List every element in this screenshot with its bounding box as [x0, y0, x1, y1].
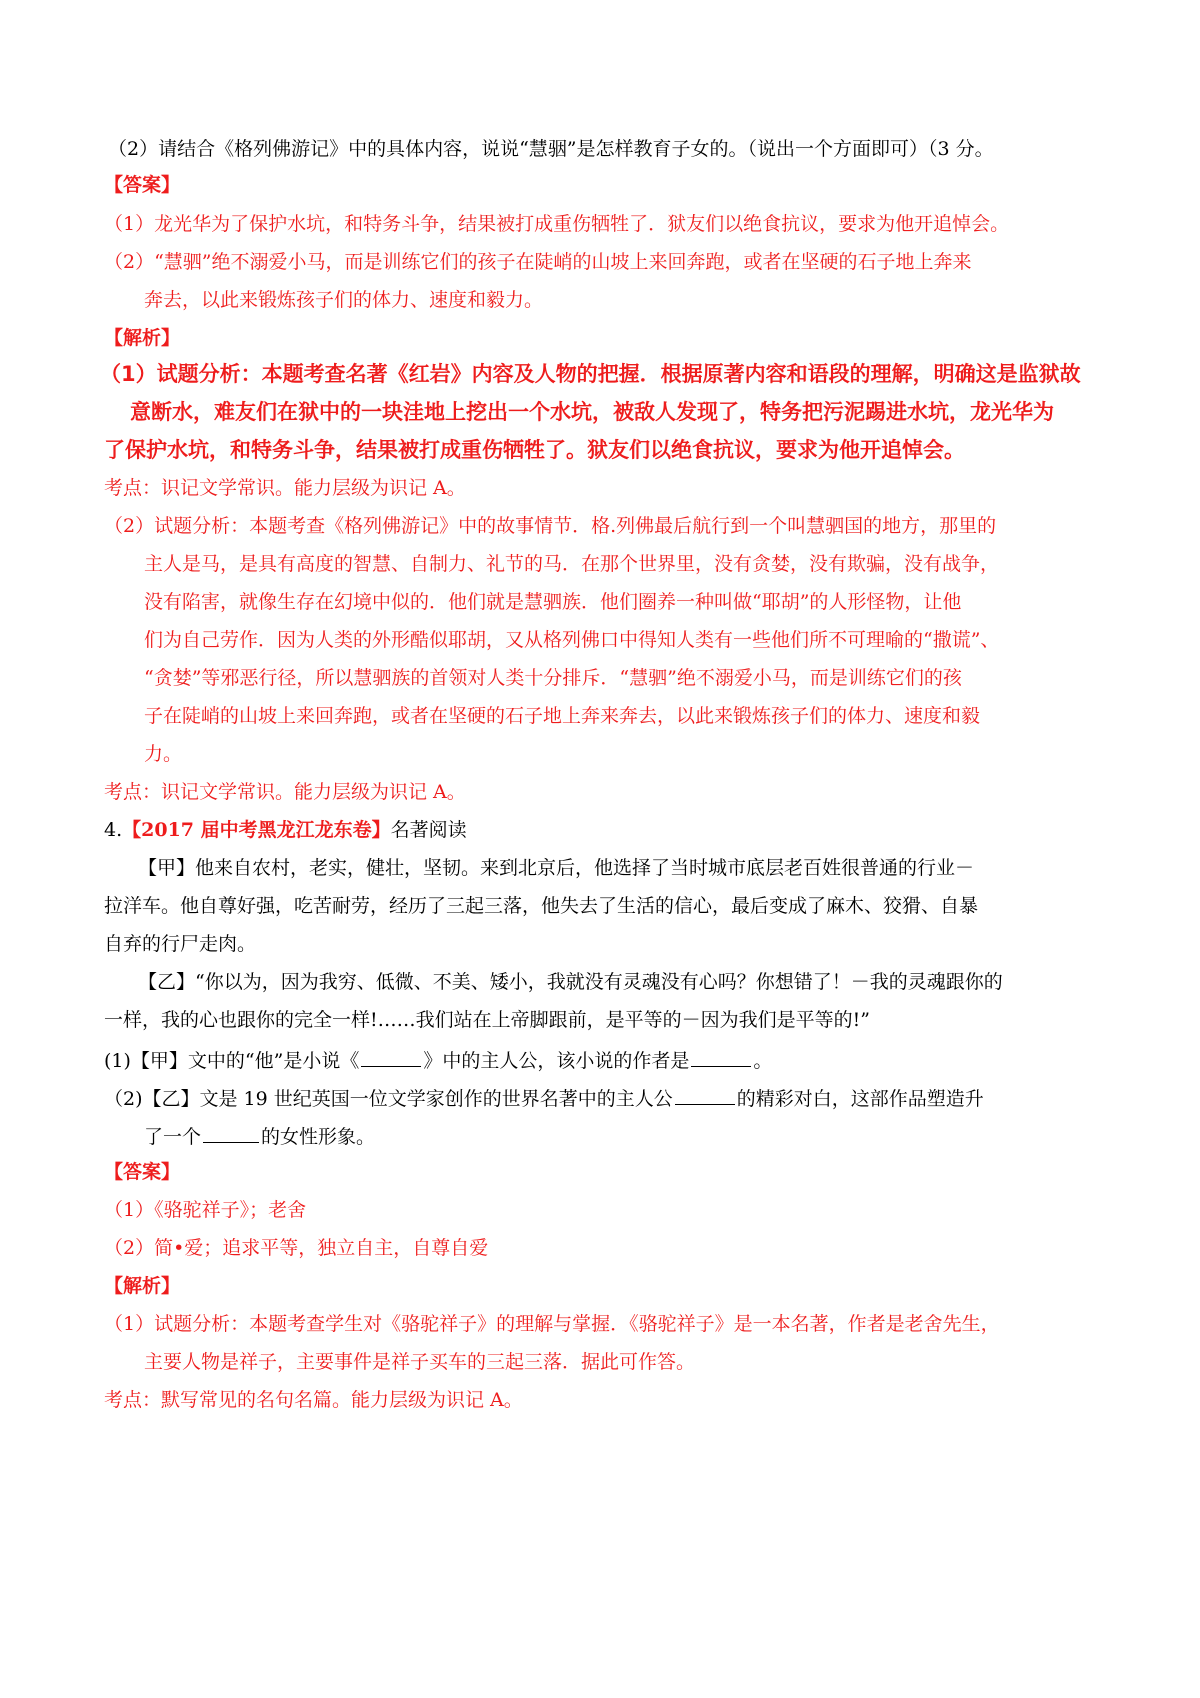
analysis-line: 主人是马，是具有高度的智慧、自制力、礼节的马．在那个世界里，没有贪婪，没有欺骗，没有战争， [144, 553, 1000, 575]
question-text: （2)【乙】文是 19 世纪英国一位文学家创作的世界名著中的主人公 [104, 1088, 673, 1110]
analysis-line: （2）试题分析：本题考查《格列佛游记》中的故事情节．格.列佛最后航行到一个叫慧驷国的地方，那里的 [104, 515, 997, 537]
analysis-line: 意断水，难友们在狱中的一块洼地上挖出一个水坑，被敌人发现了，特务把污泥踢进水坑，龙光华为 [130, 400, 1054, 424]
analysis-line: （1）试题分析：本题考查学生对《骆驼祥子》的理解与掌握．《骆驼祥子》是一本名著，作者是老舍先生， [104, 1313, 1000, 1335]
answer-heading: 【答案】 [104, 174, 181, 196]
kaodian: 考点：默写常见的名句名篇。能力层级为识记 A。 [104, 1389, 523, 1411]
kaodian: 考点：识记文学常识。能力层级为识记 A。 [104, 781, 466, 803]
passage-jia: 自弃的行尸走肉。 [104, 933, 257, 955]
passage-yi: 一样，我的心也跟你的完全一样!……我们站在上帝脚跟前，是平等的－因为我们是平等的!” [104, 1009, 870, 1031]
analysis-line: 了保护水坑，和特务斗争，结果被打成重伤牺牲了。狱友们以绝食抗议，要求为他开追悼会。 [104, 438, 965, 462]
analysis-line: 力。 [144, 743, 183, 765]
question-4-part-1 [104, 1046, 772, 1073]
answer-line: （2）简•爱；追求平等，独立自主，自尊自爱 [104, 1237, 489, 1259]
passage-jia: 拉洋车。他自尊好强，吃苦耐劳，经历了三起三落，他失去了生活的信心，最后变成了麻木、狡猾、自暴 [104, 895, 979, 917]
analysis-heading: 【解析】 [104, 327, 181, 349]
answer-blank [675, 1084, 735, 1105]
question-4-part-2 [144, 1122, 375, 1149]
question-number: 4. [104, 819, 123, 841]
question-source: 【2017 届中考黑龙江龙东卷】 [122, 819, 391, 841]
question-text: 。 [753, 1050, 773, 1072]
analysis-line: 子在陡峭的山坡上来回奔跑，或者在坚硬的石子地上奔来奔去，以此来锻炼孩子们的体力、速度和毅 [144, 705, 981, 727]
answer-line: 奔去，以此来锻炼孩子们的体力、速度和毅力。 [144, 289, 544, 311]
question-title: 名著阅读 [390, 819, 467, 841]
answer-line: （1）龙光华为了保护水坑，和特务斗争，结果被打成重伤牺牲了．狱友们以绝食抗议，要求为他开追悼会。 [104, 213, 1010, 235]
analysis-line: （1）试题分析：本题考查名著《红岩》内容及人物的把握．根据原著内容和语段的理解，明确这是监狱故 [100, 362, 1081, 386]
analysis-heading: 【解析】 [104, 1275, 181, 1297]
analysis-line: 们为自己劳作．因为人类的外形酷似耶胡，又从格列佛口中得知人类有一些他们所不可理喻的“撒谎”、 [144, 629, 1000, 651]
question-4-part-2 [104, 1084, 984, 1111]
question-text: 》中的主人公，该小说的作者是 [423, 1050, 690, 1072]
question-4-header [104, 818, 467, 842]
answer-line: （1）《骆驼祥子》；老舍 [104, 1199, 307, 1221]
answer-blank [691, 1046, 751, 1067]
passage-jia: 【甲】他来自农村，老实，健壮，坚韧。来到北京后，他选择了当时城市底层老百姓很普通的行业－ [138, 857, 975, 879]
analysis-line: 主要人物是祥子，主要事件是祥子买车的三起三落．据此可作答。 [144, 1351, 696, 1373]
question-3-part-2: （2）请结合《格列佛游记》中的具体内容，说说“慧骃”是怎样教育子女的。（说出一个方面即可）（3 分。 [108, 138, 994, 160]
question-text: 的精彩对白，这部作品塑造升 [736, 1088, 984, 1110]
answer-heading: 【答案】 [104, 1161, 181, 1183]
answer-blank [203, 1122, 259, 1143]
answer-line: （2）“慧驷”绝不溺爱小马，而是训练它们的孩子在陡峭的山坡上来回奔跑，或者在坚硬的石子地上奔来 [104, 251, 972, 273]
question-text: 了一个 [144, 1126, 202, 1148]
analysis-line: 没有陷害，就像生存在幻境中似的．他们就是慧驷族．他们圈养一种叫做“耶胡”的人形怪物，让他 [144, 591, 962, 613]
analysis-line: “贪婪”等邪恶行径，所以慧驷族的首领对人类十分排斥．“慧驷”绝不溺爱小马，而是训练它们的孩 [144, 667, 962, 689]
passage-yi: 【乙】“你以为，因为我穷、低微、不美、矮小，我就没有灵魂没有心吗？你想错了！－我的灵魂跟你的 [138, 971, 1003, 993]
answer-blank [361, 1046, 421, 1067]
question-text: (1)【甲】文中的“他”是小说《 [104, 1050, 360, 1072]
question-text: 的女性形象。 [261, 1126, 376, 1148]
kaodian: 考点：识记文学常识。能力层级为识记 A。 [104, 477, 466, 499]
